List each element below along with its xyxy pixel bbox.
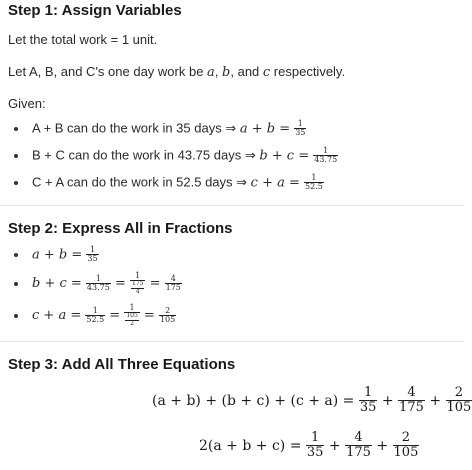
step1-title: Step 1: Assign Variables: [8, 2, 182, 19]
fraction: $\frac{2}{105}$: [159, 305, 176, 324]
sum-equation: (a + b) + (b + c) + (c + a) = $\frac{1}{35}$ + $\frac{4}{175}$ + $\frac{2}{105}$: [152, 385, 472, 416]
bullet-dot-icon: [14, 282, 18, 286]
fraction-bullet: b + c = $\frac{1}{43.75}$ = $\frac{1}{\frac{175}{4}}$ = $\frac{4}{175}$: [14, 272, 182, 295]
compound-fraction: $\frac{1}{\frac{175}{4}}$: [132, 271, 144, 295]
step3-title: Step 3: Add All Three Equations: [8, 356, 236, 373]
bullet-dot-icon: [14, 253, 18, 257]
given-bullet: B + C can do the work in 43.75 days ⇒ b + c = $\frac{1}{43.75}$: [14, 147, 338, 165]
fraction-bullet: c + a = $\frac{1}{52.5}$ = $\frac{1}{\frac{105}{2}}$ = $\frac{2}{105}$: [14, 304, 176, 327]
fraction: $\frac{1}{35}$: [295, 119, 306, 138]
compound-fraction: $\frac{1}{\frac{105}{2}}$: [126, 303, 138, 327]
fraction: $\frac{4}{175}$: [165, 273, 181, 292]
given-bullet: C + A can do the work in 52.5 days ⇒ c + a = $\frac{1}{52.5}$: [14, 174, 324, 192]
bullet-dot-icon: [14, 181, 18, 185]
section-divider: [0, 205, 464, 206]
step1-line1: Let the total work = 1 unit.: [8, 32, 158, 47]
fraction: $\frac{1}{43.75}$: [314, 146, 338, 165]
section-divider: [0, 341, 464, 342]
doubled-equation: 2(a + b + c) = $\frac{1}{35}$ + $\frac{4}{175}$ + $\frac{2}{105}$: [199, 430, 419, 461]
fraction: $\frac{1}{35}$: [87, 245, 98, 264]
step1-line2: Let A, B, and C's one day work be a, b, and c respectively.: [8, 64, 346, 80]
given-label: Given:: [8, 96, 46, 111]
given-bullet: A + B can do the work in 35 days ⇒ a + b = $\frac{1}{35}$: [14, 120, 306, 138]
fraction: $\frac{1}{52.5}$: [86, 305, 105, 324]
step2-title: Step 2: Express All in Fractions: [8, 220, 233, 237]
fraction: $\frac{1}{52.5}$: [305, 173, 323, 192]
fraction: $\frac{1}{43.75}$: [86, 273, 110, 292]
bullet-dot-icon: [14, 314, 18, 318]
bullet-dot-icon: [14, 154, 18, 158]
bullet-dot-icon: [14, 127, 18, 131]
fraction-bullet: a + b = $\frac{1}{35}$: [14, 246, 99, 264]
